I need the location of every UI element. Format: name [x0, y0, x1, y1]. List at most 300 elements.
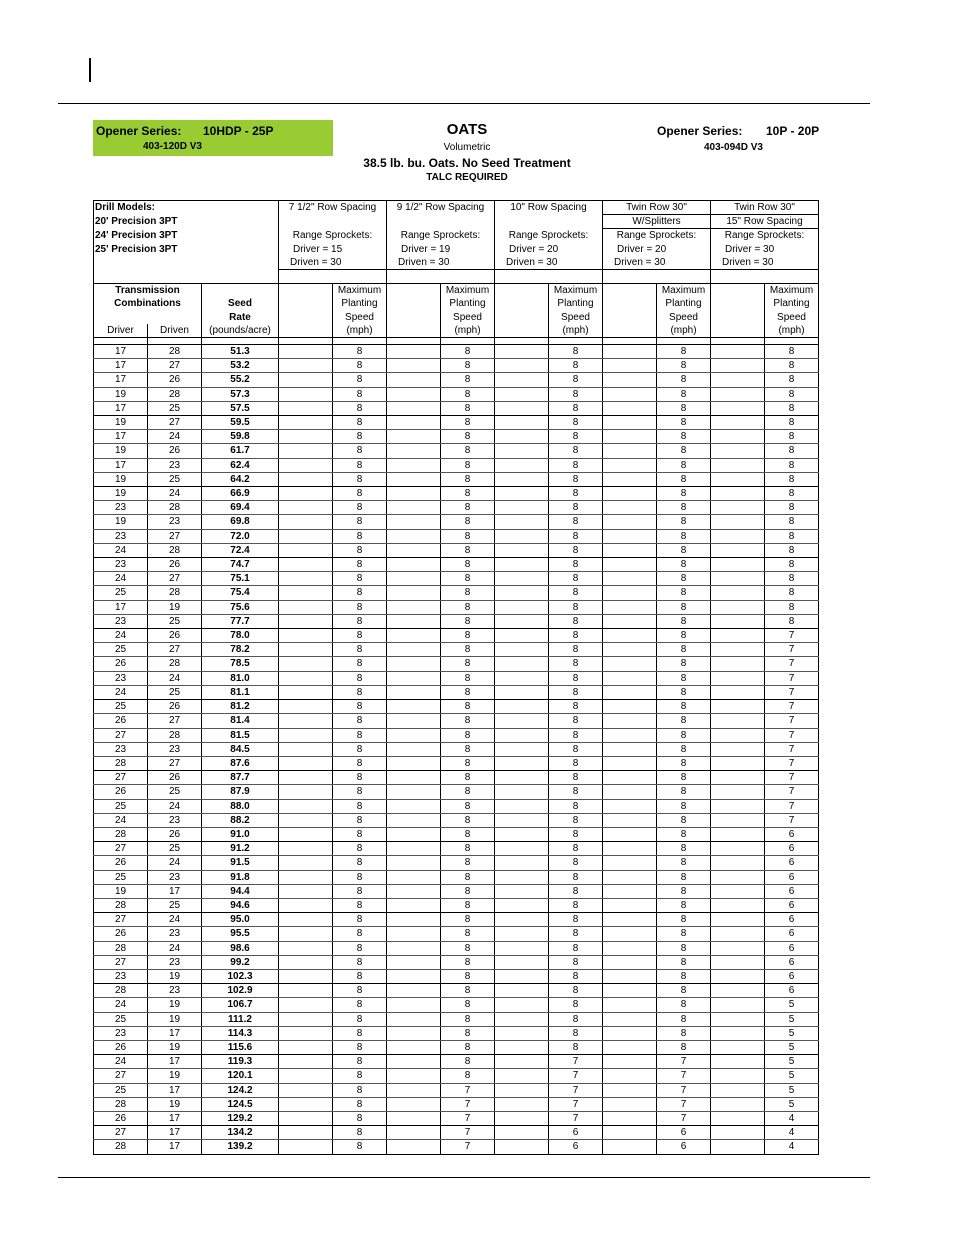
- spacing-header-cell: Range Sprockets:: [603, 229, 711, 243]
- speed-value: 8: [441, 884, 495, 898]
- table-row: [94, 927, 819, 941]
- speed-value: 8: [441, 955, 495, 969]
- blank: [711, 941, 765, 955]
- blank: [495, 458, 549, 472]
- blank: [387, 487, 441, 501]
- speed-value: 8: [549, 614, 603, 628]
- speed-value: 8: [333, 984, 387, 998]
- speed-value: 8: [441, 586, 495, 600]
- header-row: [94, 270, 819, 284]
- driver-value: 19: [94, 472, 148, 486]
- driven-value: 28: [148, 387, 202, 401]
- blank: [603, 1111, 657, 1125]
- speed-value: 8: [333, 941, 387, 955]
- seed-rate-value: 81.1: [202, 685, 279, 699]
- speed-value: 5: [765, 1040, 819, 1054]
- blank: [711, 572, 765, 586]
- spacer-cell: [711, 338, 765, 345]
- speed-value: 8: [441, 984, 495, 998]
- blank: [495, 1111, 549, 1125]
- blank: [711, 1083, 765, 1097]
- speed-value: 8: [333, 1097, 387, 1111]
- speed-value: 8: [549, 671, 603, 685]
- blank: [387, 311, 441, 324]
- speed-value: 8: [549, 884, 603, 898]
- drill-model-cell: 24' Precision 3PT: [94, 229, 279, 243]
- blank: [495, 700, 549, 714]
- speed-value: 8: [333, 1069, 387, 1083]
- table-row: [94, 472, 819, 486]
- blank: [495, 1140, 549, 1154]
- blank: [387, 558, 441, 572]
- blank: [387, 572, 441, 586]
- speed-value: 8: [549, 927, 603, 941]
- blank: [495, 756, 549, 770]
- blank: [387, 870, 441, 884]
- speed-value: 7: [441, 1126, 495, 1140]
- column-header-row: [94, 311, 819, 324]
- blank: [387, 430, 441, 444]
- driver-value: 23: [94, 501, 148, 515]
- speed-value: 8: [657, 416, 711, 430]
- table-row: [94, 714, 819, 728]
- speed-value: 8: [441, 572, 495, 586]
- speed-value: 8: [441, 458, 495, 472]
- speed-value: 8: [333, 771, 387, 785]
- blank: [279, 870, 333, 884]
- speed-value: 8: [657, 998, 711, 1012]
- speed-value: 8: [549, 401, 603, 415]
- driven-value: 27: [148, 416, 202, 430]
- driver-value: 28: [94, 984, 148, 998]
- blank: [279, 1083, 333, 1097]
- driver-value: 19: [94, 487, 148, 501]
- speed-value: 8: [657, 884, 711, 898]
- blank: [603, 756, 657, 770]
- speed-value: 6: [765, 898, 819, 912]
- driven-value: 17: [148, 1126, 202, 1140]
- seed-rate-value: 53.2: [202, 359, 279, 373]
- subtitle: 38.5 lb. bu. Oats. No Seed Treatment: [363, 156, 571, 170]
- spacer-cell: [765, 338, 819, 345]
- speed-value: 7: [441, 1083, 495, 1097]
- blank: [711, 998, 765, 1012]
- speed-value: 8: [657, 458, 711, 472]
- method-text: Volumetric: [443, 142, 491, 153]
- driver-value: 25: [94, 1083, 148, 1097]
- speed-value: 7: [657, 1111, 711, 1125]
- spacing-header-cell: [495, 270, 603, 284]
- driven-value: 24: [148, 487, 202, 501]
- driver-value: 26: [94, 785, 148, 799]
- blank: [387, 515, 441, 529]
- drill-model-cell: 25' Precision 3PT: [94, 243, 279, 256]
- table-row: [94, 984, 819, 998]
- blank: [603, 1097, 657, 1111]
- seed-rate-value: 62.4: [202, 458, 279, 472]
- left-opener-box: [93, 120, 333, 156]
- speed-value: 8: [333, 487, 387, 501]
- blank: [603, 969, 657, 983]
- blank: [279, 600, 333, 614]
- blank: [603, 671, 657, 685]
- speed-value: 8: [657, 984, 711, 998]
- speed-value: 8: [657, 941, 711, 955]
- blank: [387, 345, 441, 359]
- speed-value: 6: [549, 1126, 603, 1140]
- driver-value: 25: [94, 799, 148, 813]
- driver-value: 27: [94, 842, 148, 856]
- blank: [603, 771, 657, 785]
- driven-value: 23: [148, 955, 202, 969]
- spacer-cell: [603, 338, 657, 345]
- driver-value: 23: [94, 742, 148, 756]
- speed-value: 8: [657, 657, 711, 671]
- blank: [495, 827, 549, 841]
- blank: [495, 657, 549, 671]
- speed-value: 8: [333, 600, 387, 614]
- speed-value: 8: [441, 700, 495, 714]
- blank: [603, 297, 657, 310]
- driver-value: 19: [94, 387, 148, 401]
- blank: [711, 1069, 765, 1083]
- speed-value: 8: [765, 487, 819, 501]
- column-header-row: [94, 297, 819, 310]
- speed-value: 8: [333, 898, 387, 912]
- max-speed-header: Speed: [549, 311, 603, 324]
- blank: [495, 345, 549, 359]
- speed-value: 8: [333, 657, 387, 671]
- seed-rate-value: 124.5: [202, 1097, 279, 1111]
- driver-value: 19: [94, 444, 148, 458]
- bottom-rule: [58, 1177, 870, 1178]
- blank: [711, 771, 765, 785]
- blank: [603, 1055, 657, 1069]
- speed-value: 8: [333, 998, 387, 1012]
- left-series-value: 10HDP - 25P: [203, 124, 274, 138]
- driven-value: 19: [148, 600, 202, 614]
- speed-value: 8: [549, 643, 603, 657]
- speed-value: 5: [765, 998, 819, 1012]
- seed-rate-value: 81.4: [202, 714, 279, 728]
- speed-value: 8: [657, 742, 711, 756]
- speed-value: 7: [549, 1111, 603, 1125]
- blank: [279, 685, 333, 699]
- driven-value: 23: [148, 813, 202, 827]
- speed-value: 6: [657, 1126, 711, 1140]
- blank: [387, 700, 441, 714]
- seed-rate-value: 98.6: [202, 941, 279, 955]
- driver-value: 17: [94, 600, 148, 614]
- speed-value: 7: [765, 629, 819, 643]
- speed-value: 8: [765, 416, 819, 430]
- blank: [279, 842, 333, 856]
- speed-value: 8: [549, 998, 603, 1012]
- speed-value: 8: [657, 600, 711, 614]
- seed-rate-value: 61.7: [202, 444, 279, 458]
- driver-value: 25: [94, 586, 148, 600]
- speed-value: 8: [333, 373, 387, 387]
- table-row: [94, 529, 819, 543]
- speed-value: 8: [549, 1040, 603, 1054]
- spacer-cell: [549, 338, 603, 345]
- blank: [711, 671, 765, 685]
- speed-value: 4: [765, 1111, 819, 1125]
- driver-value: 17: [94, 345, 148, 359]
- blank: [495, 444, 549, 458]
- speed-value: 8: [441, 401, 495, 415]
- blank: [387, 297, 441, 310]
- speed-value: 8: [333, 401, 387, 415]
- blank: [279, 1111, 333, 1125]
- blank: [603, 799, 657, 813]
- blank: [495, 1097, 549, 1111]
- blank: [495, 671, 549, 685]
- blank: [495, 297, 549, 310]
- blank: [495, 487, 549, 501]
- driver-value: 28: [94, 941, 148, 955]
- blank: [279, 813, 333, 827]
- speed-value: 8: [657, 870, 711, 884]
- speed-value: 8: [657, 387, 711, 401]
- speed-value: 7: [765, 785, 819, 799]
- speed-value: 8: [441, 657, 495, 671]
- blank: [279, 472, 333, 486]
- speed-value: 8: [657, 373, 711, 387]
- blank: [711, 969, 765, 983]
- speed-value: 8: [549, 771, 603, 785]
- table-row: [94, 756, 819, 770]
- driven-value: 17: [148, 1026, 202, 1040]
- speed-value: 7: [765, 756, 819, 770]
- table-row: [94, 387, 819, 401]
- seed-rate-value: 81.2: [202, 700, 279, 714]
- blank: [387, 284, 441, 298]
- speed-value: 8: [333, 955, 387, 969]
- table-row: [94, 373, 819, 387]
- blank: [603, 600, 657, 614]
- blank: [279, 543, 333, 557]
- speed-value: 8: [441, 927, 495, 941]
- driver-value: 17: [94, 458, 148, 472]
- driven-value: 23: [148, 742, 202, 756]
- table-row: [94, 444, 819, 458]
- blank: [603, 884, 657, 898]
- speed-value: 8: [441, 416, 495, 430]
- blank: [711, 1097, 765, 1111]
- blank: [387, 742, 441, 756]
- table-row: [94, 842, 819, 856]
- blank: [387, 969, 441, 983]
- blank: [603, 458, 657, 472]
- blank: [603, 629, 657, 643]
- table-row: [94, 430, 819, 444]
- header-row: [94, 243, 819, 256]
- driven-value: 26: [148, 558, 202, 572]
- blank: [711, 827, 765, 841]
- speed-value: 8: [333, 827, 387, 841]
- speed-value: 5: [765, 1012, 819, 1026]
- max-speed-header: Speed: [657, 311, 711, 324]
- blank: [603, 487, 657, 501]
- blank: [387, 842, 441, 856]
- speed-value: 8: [441, 1026, 495, 1040]
- speed-value: 8: [441, 373, 495, 387]
- blank: [279, 856, 333, 870]
- blank: [279, 1140, 333, 1154]
- speed-value: 8: [549, 984, 603, 998]
- speed-value: 8: [333, 444, 387, 458]
- driver-value: 23: [94, 1026, 148, 1040]
- table-row: [94, 785, 819, 799]
- right-series-label: Opener Series:: [657, 124, 743, 138]
- table-row: [94, 1012, 819, 1026]
- blank: [387, 728, 441, 742]
- header-row: [94, 201, 819, 215]
- blank: [711, 870, 765, 884]
- blank: [603, 359, 657, 373]
- blank: [495, 558, 549, 572]
- blank: [279, 586, 333, 600]
- speed-value: 8: [441, 501, 495, 515]
- blank: [387, 685, 441, 699]
- speed-value: 6: [765, 870, 819, 884]
- speed-value: 8: [333, 700, 387, 714]
- blank: [279, 884, 333, 898]
- driver-value: 23: [94, 671, 148, 685]
- driven-value: 28: [148, 657, 202, 671]
- seed-rate-value: 59.5: [202, 416, 279, 430]
- blank: [495, 714, 549, 728]
- speed-value: 8: [333, 714, 387, 728]
- seed-rate-value: 78.5: [202, 657, 279, 671]
- blank: [387, 984, 441, 998]
- blank: [603, 813, 657, 827]
- blank: [711, 284, 765, 298]
- blank: [711, 685, 765, 699]
- spacing-header-cell: Driver = 20: [603, 243, 711, 256]
- driver-value: 23: [94, 558, 148, 572]
- speed-value: 8: [765, 345, 819, 359]
- seed-rate-value: 57.3: [202, 387, 279, 401]
- driven-value: 26: [148, 444, 202, 458]
- seed-rate-value: 99.2: [202, 955, 279, 969]
- seed-rate-value: 124.2: [202, 1083, 279, 1097]
- blank: [711, 742, 765, 756]
- speed-value: 8: [549, 600, 603, 614]
- driven-value: 19: [148, 998, 202, 1012]
- driver-value: 24: [94, 685, 148, 699]
- blank: [495, 284, 549, 298]
- spacing-header-cell: Driver = 30: [711, 243, 819, 256]
- blank: [279, 430, 333, 444]
- blank: [711, 714, 765, 728]
- driver-value: 26: [94, 714, 148, 728]
- spacer-cell: [148, 338, 202, 345]
- speed-value: 8: [441, 387, 495, 401]
- spacing-header-cell: Range Sprockets:: [495, 229, 603, 243]
- blank: [495, 799, 549, 813]
- speed-value: 8: [441, 345, 495, 359]
- blank: [387, 884, 441, 898]
- blank: [387, 714, 441, 728]
- blank: [387, 458, 441, 472]
- seed-rate-value: 119.3: [202, 1055, 279, 1069]
- speed-value: 7: [765, 700, 819, 714]
- speed-value: 8: [549, 572, 603, 586]
- speed-value: 8: [333, 685, 387, 699]
- table-row: [94, 1126, 819, 1140]
- spacer-cell: [279, 338, 333, 345]
- blank: [603, 1026, 657, 1040]
- header-row: [94, 256, 819, 270]
- speed-value: 8: [765, 600, 819, 614]
- blank: [495, 742, 549, 756]
- speed-value: 8: [549, 756, 603, 770]
- blank: [603, 941, 657, 955]
- spacing-header-cell: 10" Row Spacing: [495, 201, 603, 215]
- blank: [711, 387, 765, 401]
- speed-value: 8: [333, 586, 387, 600]
- blank: [603, 955, 657, 969]
- speed-value: 8: [333, 572, 387, 586]
- blank: [495, 430, 549, 444]
- speed-value: 8: [441, 472, 495, 486]
- blank: [495, 813, 549, 827]
- spacing-header-cell: [387, 270, 495, 284]
- speed-value: 8: [657, 643, 711, 657]
- spacing-header-cell: Range Sprockets:: [279, 229, 387, 243]
- speed-value: 8: [441, 600, 495, 614]
- max-speed-header: (mph): [333, 324, 387, 338]
- driver-value: 24: [94, 543, 148, 557]
- blank: [711, 1055, 765, 1069]
- driven-value: 26: [148, 827, 202, 841]
- speed-value: 8: [549, 487, 603, 501]
- blank: [279, 324, 333, 338]
- blank: [495, 955, 549, 969]
- max-speed-header: Maximum: [333, 284, 387, 298]
- speed-value: 8: [441, 799, 495, 813]
- blank: [603, 714, 657, 728]
- driver-value: 27: [94, 955, 148, 969]
- blank: [387, 600, 441, 614]
- table-row: [94, 742, 819, 756]
- seed-rate-value: 75.4: [202, 586, 279, 600]
- blank: [603, 324, 657, 338]
- speed-value: 8: [549, 969, 603, 983]
- driven-value: 25: [148, 785, 202, 799]
- max-speed-header: Maximum: [441, 284, 495, 298]
- driven-value: 24: [148, 913, 202, 927]
- blank: [279, 1097, 333, 1111]
- speed-value: 8: [549, 501, 603, 515]
- blank: [495, 359, 549, 373]
- blank: [387, 657, 441, 671]
- seed-rate-value: 66.9: [202, 487, 279, 501]
- blank: [495, 998, 549, 1012]
- blank: [711, 324, 765, 338]
- blank: [279, 311, 333, 324]
- speed-value: 8: [657, 1026, 711, 1040]
- spacing-header-cell: [495, 215, 603, 229]
- speed-value: 8: [441, 742, 495, 756]
- blank: [603, 728, 657, 742]
- table-row: [94, 1040, 819, 1054]
- spacer-cell: [94, 338, 148, 345]
- speed-value: 8: [333, 387, 387, 401]
- speed-value: 8: [333, 870, 387, 884]
